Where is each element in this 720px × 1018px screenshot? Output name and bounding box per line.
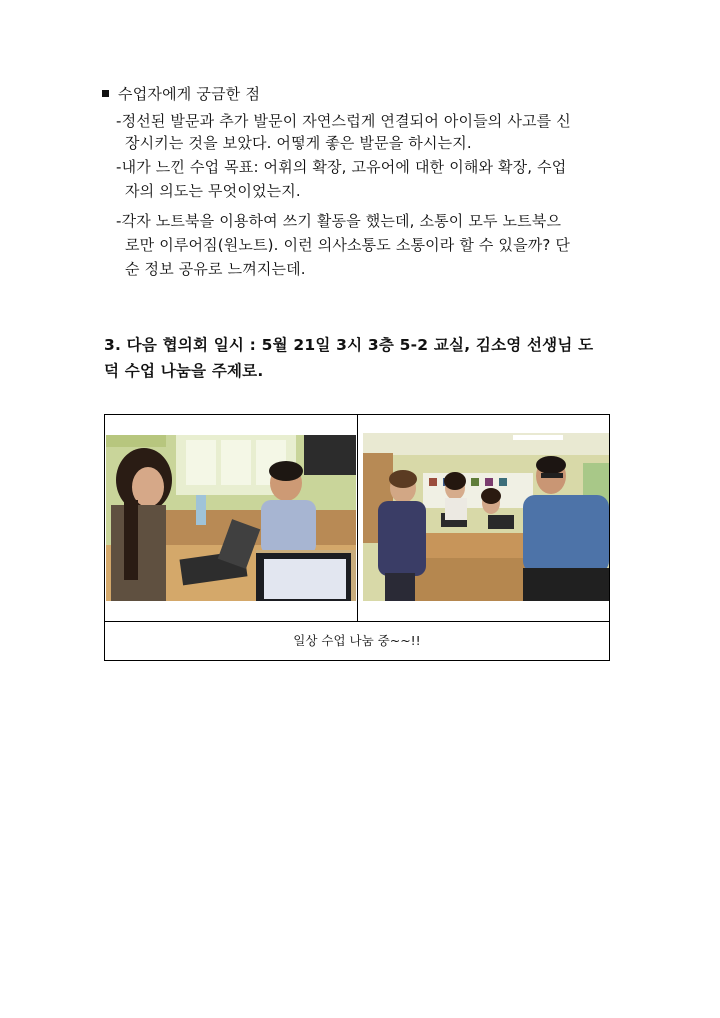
- square-bullet-icon: [102, 90, 109, 97]
- question-line: 장시키는 것을 보았다. 어떻게 좋은 발문을 하시는지.: [125, 134, 472, 152]
- questions-heading-text: 수업자에게 궁금한 점: [118, 85, 261, 103]
- photo-cell-left: [105, 415, 358, 622]
- next-meeting-line: 3. 다음 협의회 일시 : 5월 21일 3시 3층 5-2 교실, 김소영 선생님 도: [104, 336, 594, 354]
- question-line: -정선된 발문과 추가 발문이 자연스럽게 연결되어 아이들의 사고를 신: [116, 112, 571, 130]
- classroom-photo-right: [363, 433, 609, 601]
- question-line: 자의 의도는 무엇이었는지.: [125, 182, 301, 200]
- question-line: 로만 이루어짐(원노트). 이런 의사소통도 소통이라 할 수 있을까? 단: [125, 236, 571, 254]
- questions-heading: [102, 84, 260, 104]
- classroom-photo-left: [106, 435, 356, 601]
- photo-caption: 일상 수업 나눔 중~~!!: [105, 622, 610, 661]
- question-line: 순 정보 공유로 느껴지는데.: [125, 260, 306, 278]
- question-line: -내가 느낀 수업 목표: 어휘의 확장, 고유어에 대한 이해와 확장, 수업: [116, 158, 567, 176]
- photo-table: [104, 414, 610, 661]
- next-meeting-line: 덕 수업 나눔을 주제로.: [104, 362, 264, 380]
- photo-cell-right: [357, 415, 610, 622]
- question-line: -각자 노트북을 이용하여 쓰기 활동을 했는데, 소통이 모두 노트북으: [116, 212, 562, 230]
